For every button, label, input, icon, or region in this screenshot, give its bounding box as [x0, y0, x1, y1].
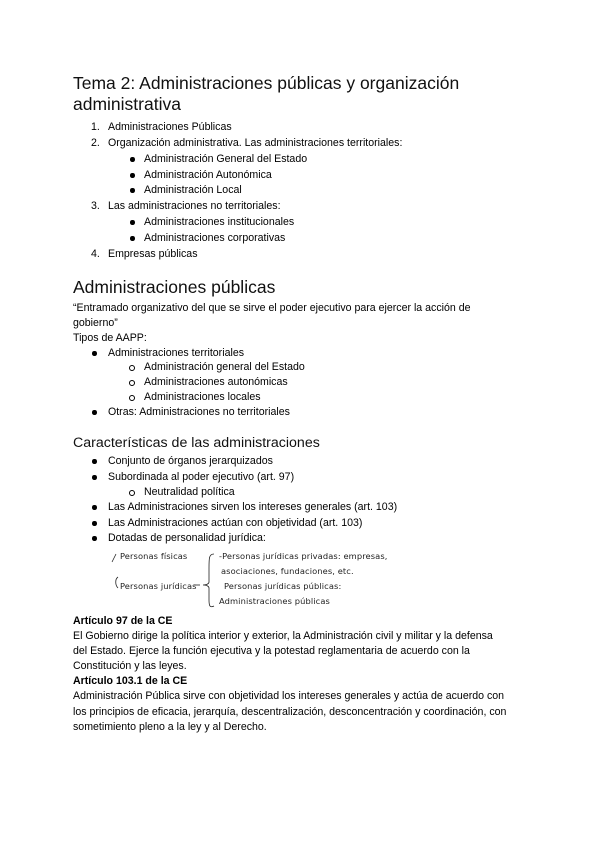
outline-item-2-sub-3: Administración Local	[144, 184, 242, 196]
bullet-icon	[130, 236, 135, 241]
characteristic-5: Dotadas de personalidad jurídica:	[108, 532, 266, 544]
types-bullet-territoriales: Administraciones territoriales	[108, 347, 245, 359]
outline-item-3-sub-1: Administraciones institucionales	[144, 216, 295, 228]
characteristic-2-sub: Neutralidad política	[144, 486, 235, 498]
circle-bullet-icon	[129, 380, 135, 386]
personality-diagram	[110, 548, 388, 610]
characteristic-3: Las Administraciones sirven los intereses generales (art. 103)	[108, 501, 398, 513]
bullet-icon	[92, 459, 97, 464]
types-sub-1: Administración general del Estado	[144, 361, 305, 373]
definition-quote-line2: gobierno”	[73, 317, 118, 329]
characteristic-2: Subordinada al poder ejecutivo (art. 97)	[108, 471, 295, 483]
bullet-icon	[92, 536, 97, 541]
document-title-line1: Tema 2: Administraciones públicas y organización	[73, 73, 460, 93]
outline-number-3: 3.	[91, 200, 100, 212]
article-97-line2: del Estado. Ejerce la función ejecutiva y la potestad reglamentaria de acuerdo con la	[73, 645, 470, 657]
outline-number-1: 1.	[91, 121, 100, 133]
section-heading-caracteristicas: Características de las administraciones	[73, 435, 320, 451]
document-title-line2: administrativa	[73, 94, 181, 114]
definition-quote-line1: “Entramado organizativo del que se sirve el poder ejecutivo para ejercer la acción de	[73, 302, 471, 314]
outline-item-2: Organización administrativa. Las administraciones territoriales:	[108, 137, 403, 149]
outline-item-3: Las administraciones no territoriales:	[108, 200, 281, 212]
outline-item-4: Empresas públicas	[108, 248, 198, 260]
bullet-icon	[92, 521, 97, 526]
outline-item-2-sub-1: Administración General del Estado	[144, 153, 308, 165]
diagram-juridicas-publicas: Personas jurídicas públicas:	[224, 581, 342, 591]
bullet-icon	[130, 188, 135, 193]
article-97-line1: El Gobierno dirige la política interior y exterior, la Administración civil y militar y la defensa	[73, 630, 493, 642]
types-bullet-otras: Otras: Administraciones no territoriales	[108, 406, 290, 418]
article-97-line3: Constitución y las leyes.	[73, 660, 187, 672]
diagram-personas-fisicas: Personas físicas	[120, 551, 188, 561]
bullet-icon	[92, 410, 97, 415]
section-heading-administraciones: Administraciones públicas	[73, 277, 276, 297]
types-label: Tipos de AAPP:	[73, 332, 147, 344]
article-103-line3: sometimiento pleno a la ley y al Derecho.	[73, 721, 267, 733]
circle-bullet-icon	[129, 395, 135, 401]
bullet-icon	[130, 157, 135, 162]
circle-bullet-icon	[129, 365, 135, 371]
article-103-line2: los principios de eficacia, jerarquía, descentralización, desconcentración y coordinación, con	[73, 706, 507, 718]
types-sub-2: Administraciones autonómicas	[144, 376, 288, 388]
diagram-juridicas-privadas: -Personas jurídicas privadas: empresas,	[219, 551, 388, 561]
outline-item-1: Administraciones Públicas	[108, 121, 232, 133]
article-97-heading: Artículo 97 de la CE	[73, 615, 173, 627]
article-103-line1: Administración Pública sirve con objetividad los intereses generales y actúa de acuerdo con	[73, 690, 505, 702]
diagram-privadas-examples: asociaciones, fundaciones, etc.	[221, 566, 354, 576]
bullet-icon	[92, 505, 97, 510]
diagram-personas-juridicas: Personas jurídicas	[120, 581, 197, 591]
bullet-icon	[92, 475, 97, 480]
outline-number-2: 2.	[91, 137, 100, 149]
bullet-icon	[130, 220, 135, 225]
outline-item-3-sub-2: Administraciones corporativas	[144, 232, 286, 244]
outline-item-2-sub-2: Administración Autonómica	[144, 169, 272, 181]
diagram-administraciones-publicas: Administraciones públicas	[219, 596, 330, 606]
circle-bullet-icon	[129, 490, 135, 496]
types-sub-3: Administraciones locales	[144, 391, 261, 403]
article-103-heading: Artículo 103.1 de la CE	[73, 675, 188, 687]
characteristic-4: Las Administraciones actúan con objetividad (art. 103)	[108, 517, 363, 529]
outline-number-4: 4.	[91, 248, 100, 260]
characteristic-1: Conjunto de órganos jerarquizados	[108, 455, 273, 467]
bullet-icon	[130, 173, 135, 178]
bullet-icon	[92, 351, 97, 356]
